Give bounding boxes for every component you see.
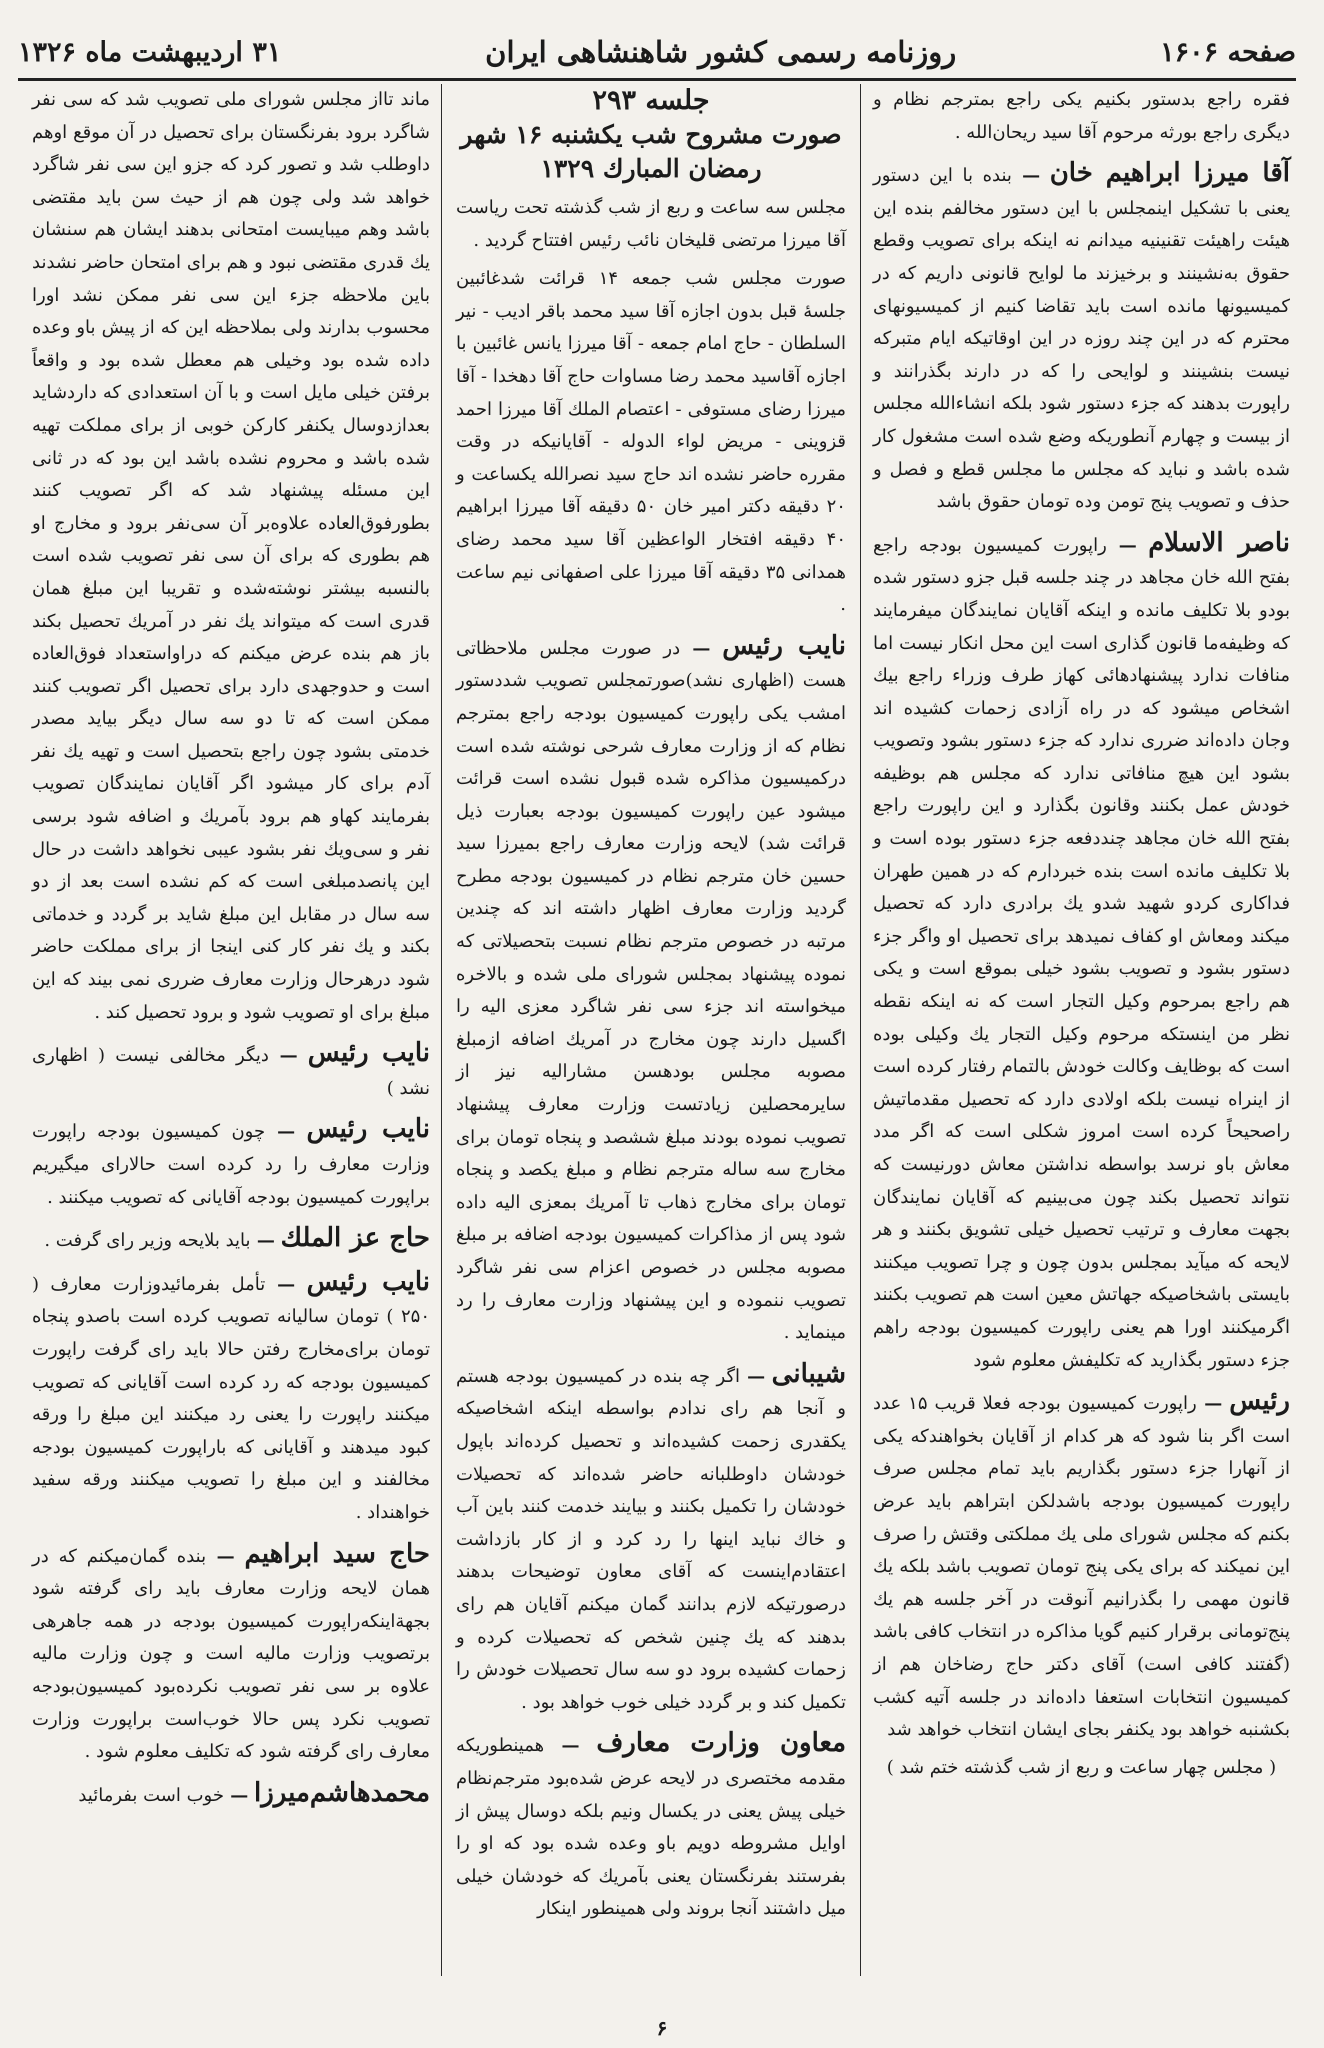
speaker-name: حاج عز الملك (280, 1223, 430, 1254)
dash-separator: — (680, 637, 711, 659)
paragraph-text: بنده‌ گمان‌میکنم که در همان لایحه وزارت معارف باید رای گرفته شود بجهة‌اینکه‌راپورت کمیسیون بودجه در همه جاهرهی برتصویب وزارت مالیه است و چون وزارت مالیه علاوه بر سی نفر تصویب نکرده‌بود کمیسیون‌بودجه تصویب نکرد پس حالا خوب‌است براپورت وزارت معارف رای گرفته شود که تکلیف معلوم شود . (32, 1545, 430, 1763)
dash-separator: — (544, 1735, 580, 1757)
paragraph-text: ( مجلس چهار ساعت و ربع از شب گذشته ختم شد ) (886, 1756, 1277, 1778)
dash-separator: — (223, 1784, 249, 1806)
text-block (456, 628, 846, 1350)
text-block (873, 84, 1290, 149)
paragraph-text: راپورت کمیسیون بودجه راجع بفتح الله خان مجاهد در چند جلسه قبل جزو دستور شده بودو بلا تکلیف مانده و اینکه آقایان نمایندگان میفرمایند که وظیفه‌ما قانون گذاری است این محل انکار نیست اما منافات ندارد پیشنهادهائی کهاز طرف وزراء راجع بیك اشخاص میشود که در راه آزادی زحمات کشیده اند وجان داده‌اند ضرری ندارد که جزء دستور بشود وتصویب بشود این هیچ منافاتی ندارد که مجلس هم بوظیفه خودش عمل بکنند وقانون بگذارد و این راپورت راجع بفتح الله خان مجاهد چنددفعه جزء دستور بوده است و بلا تکلیف مانده است بنده خبردارم که در همین طهران فداکاری کردو شهید شدو یك برادری دارد که تحصیل میکند ومعاش او کفاف نمیدهد برای تحصیل او واگر جزء دستور بشود و تصویب بشود خیلی بموقع است و یکی هم راجع بمرحوم وکیل التجار است که نه اینکه نقطه نظر من اینستکه مرحوم وکیل التجار یك وکیلی بوده است که بوظایف وکالت خودش بالتمام رفتار کرده است از اینراه نیست بلکه اولادی دارد که تحصیل مقدماتیش راصحیحاً کرده است امروز شکلی است که اگر مدد معاش باو نرسد بواسطه نداشتن معاش دورنیست که نتواند تحصیل بکند چون می‌بینیم که آقایان نمایندگان بجهت معارف و ترتیب تحصیل خیلی تشویق بکنند و هر لایحه که میآید بمجلس بدون چون و چرا تصویب میکنند بایستی باشخاصیکه جهاتش معین است هم تصویب بکنند اگرمیکنند اورا هم یعنی راپورت کمیسیون بودجه راهم جزء دستور بگذارید که تکلیفش معلوم شود (873, 534, 1290, 1371)
speaker-name: معاون وزارت معارف (596, 1728, 846, 1759)
dash-separator: — (1196, 1393, 1223, 1415)
paragraph-text: چون کمیسیون بودجه راپورت وزارت معارف را رد کرده است حالارای میگیریم براپورت کمیسیون بودجه آقایانی که تصویب میکنند . (32, 1121, 430, 1208)
dash-separator: — (1106, 534, 1137, 556)
speaker-name: محمدهاشم‌میرزا (253, 1777, 430, 1808)
paragraph-text: خوب است بفرمائید (78, 1784, 224, 1806)
gazette-title: روزنامه رسمی کشور شاهنشاهی ایران (485, 35, 957, 69)
paragraph-text: مجلس سه ساعت و ربع از شب گذشته تحت ریاست آقا میرزا مرتضی قلیخان نائب رئیس افتتاح گردید . (456, 197, 846, 251)
speaker-name: نایب رئیس (722, 630, 846, 661)
page-header (18, 26, 1296, 78)
column-right (869, 84, 1296, 2018)
column-center (450, 84, 852, 2018)
column-divider (860, 84, 861, 1976)
text-block (32, 1775, 430, 1813)
dash-separator: — (268, 1045, 298, 1067)
dash-separator: — (265, 1273, 296, 1295)
paragraph-text: صورت مجلس شب جمعه ۱۴ قرائت شدغائبین جلسهٔ قبل بدون اجازه آقا سید محمد باقر ادیب - نیر السلطان - حاج امام جمعه - آقا میرزا یانس غائبین با اجازه آقاسید محمد رضا مساوات حاج آقا دهخدا - آقا میرزا رضای مستوفی - اعتصام الملك آقا میرزا احمد قزوینی - مریض لواء الدوله - آقایانیکه در وقت مقرره حاضر نشده اند حاج سید نصرالله یکساعت و ۲۰ دقیقه دکتر امیر خان ۵۰ دقیقه آقا میرزا ابراهیم ۴۰ دقیقه افتخار الواعظین آقا سید محمد رضای همدانی ۳۵ دقیقه آقا میرزا علی اصفهانی نیم ساعت . (456, 268, 846, 616)
dash-separator: — (206, 1545, 235, 1567)
dash-separator: — (250, 1230, 275, 1252)
speaker-name: نایب رئیس (306, 1114, 430, 1145)
column-divider (441, 84, 442, 1976)
session-number: جلسه ۲۹۳ (592, 85, 710, 116)
text-block (456, 1725, 846, 1926)
dash-separator: — (1011, 165, 1041, 187)
paragraph-text: اگر چه بنده در کمیسیون بودجه هستم و آنجا هم رای ندادم بواسطه اینکه اشخاصیکه یکقدری زحمت کشیده‌اند و تحصیل کرده‌اند باپول خودشان داوطلبانه حاضر شده‌اند که تحصیلات خودشان را تکمیل بکنند و بیایند خدمت کنند باین آب و خاك نباید اینها را رد کرد و از کار بازداشت اعتقادم‌اینست که آقای معاون توضیحات بدهند درصورتیکه لازم بدانند گمان میکنم آقایان هم رای بدهند که یك چنین شخص که تحصیلات کرده و زحمات کشیده برود دو سه سال تحصیلات خودش را تکمیل کند و بر گردد خیلی خوب خواهد بود . (456, 1365, 846, 1713)
paragraph-text: باید بلایحه وزیر رای گرفت . (44, 1230, 251, 1252)
paragraph-text: فقره راجع‌ بدستور بکنیم یکی راجع بمترجم نظام و دیگری راجع بورثه مرحوم آقا سید ریحان‌الله . (873, 89, 1290, 143)
text-block (456, 263, 846, 622)
text-block (873, 1383, 1290, 1747)
paragraph-text: تأمل بفرمائیدوزارت معارف ( ۲۵۰ ) تومان سالیانه تصویب کرده است باصدو پنجاه تومان برای‌مخارج رفتن حالا باید رای گرفت راپورت کمیسیون بودجه که رد کرده است آقایانی که تصویب میکنند راپورت را یعنی رد میکنند این مبلغ را ورقه کبود میدهند و آقایانی که باراپورت کمیسیون بودجه مخالفند و این مبلغ را تصویب میکنند ورقه سفید خواهنداد . (32, 1273, 430, 1523)
paragraph-text: همینطوریکه مقدمه مختصری در لایحه عرض شده‌بود مترجم‌نظام خیلی پیش یعنی در یکسال ونیم بلکه دوسال پیش از اوایل مشروطه دویم باو وعده شده بود که او را بفرستند بفرنگستان یعنی بآمریك که خودشان خیلی میل داشتند آنجا بروند ولی همینطور اینکار (456, 1735, 846, 1920)
dash-separator: — (740, 1365, 766, 1387)
speaker-name: حاج سید ابراهیم (244, 1538, 430, 1569)
paragraph-text: ماند تااز مجلس شورای ملی تصویب شد که سی نفر شاگرد برود بفرنگستان برای تحصیل در آن موقع اوهم داوطلب شد و تصور کرد که جزو این سی نفر شاگرد خواهد شد ولی چون هم از حیث سن باید مقتضی باشد وهم میبایست امتحانی بدهند ایشان هم سنشان یك قدری مقتضی نبود و هم برای امتحان حاضر نشدند باین ملاحظه جزء این سی نفر ممکن نشد اورا محسوب بدارند ولی بملاحظه این که از پیش باو وعده داده شده بود وخیلی هم معطل شده بود و واقعاً برفتن خیلی مایل است و با آن استعدادی که داردشاید بعدازدوسال یکنفر کارکن خوبی از برای مملکت تهیه شده باشد و محروم نشده باشد این بود که در ثانی این مسئله پیشنهاد شد که اگر تصویب کنند بطورفوق‌العاده علاوه‌بر آن سی‌نفر برود و مخارج او هم بطوری که برای آن سی نفر تصویب شده است بالنسبه بیشتر نوشته‌شده و تقریبا این مبلغ همان قدری است که میتواند یك نفر در آمریك تحصیل بکند باز هم بنده عرض میکنم که دراواستعداد فوق‌العاده است و حدوجهدی دارد برای تحصیل اگر تصویب کنند ممکن است که تا دو سه سال دیگر بیاید مصدر خدمتی بشود چون راجع بتحصیل است و تهیه یك نفر آدم برای کار میشود اگر آقایان نمایندگان تصویب بفرمایند کهاو هم برود بآمریك و اضافه شود برسی نفر و سی‌ویك نفر بشود عیبی نخواهد داشت در حال این پانصدمبلغی است که کم نشده است بعد از دو سه سال در مقابل این مبلغ شاید بر گردد و خدماتی بکند و یك نفر کار کنی اینجا از برای مملکت حاضر شود درهرحال وزارت معارف ضرری نمی بیند که این مبلغ برای او تصویب شود و برود تحصیل کند . (32, 89, 430, 1023)
text-block (32, 1035, 430, 1105)
text-block (32, 1264, 430, 1530)
speaker-name: ناصر الاسلام (1148, 527, 1290, 558)
text-block (873, 155, 1290, 519)
speaker-name: رئیس (1229, 1386, 1290, 1417)
text-block (32, 1220, 430, 1258)
closing-note (873, 1753, 1290, 1783)
dash-separator: — (265, 1121, 296, 1143)
column-left (26, 84, 434, 2018)
session-heading: صورت مشروح شب یکشنبه ۱۶ شهر رمضان المبارك ۱۳۲۹ (460, 120, 842, 183)
paragraph-text: راپورت کمیسیون بودجه فعلا قریب ۱۵ عدد است اگر بنا شود که هر کدام از آقایان بخواهندکه یکی از آنهارا جزء دستور بگذاریم باید تمام مجلس صرف راپورت کمیسیون بودجه باشدلکن ابتراهم باید عرض بکنم که مجلس شورای ملی یك مملکتی وقتش را صرف این نمیکند که برای یکی پنج تومان تصویب باشد بلکه یك قانون مهمی را بگذرانیم آنوقت در آخر جلسه هم یك پنج‌تومانی برقرار کنیم گویا مذاکره در انتخاب کافی باشد (گفتند کافی است) آقای دکتر حاج رضاخان هم از کمیسیون انتخابات استعفا داده‌اند در جلسه آتیه کشب بکشنبه خواهد بود یکنفر بجای ایشان انتخاب خواهد شد (873, 1393, 1290, 1741)
paragraph-text: دیگر مخالفی نیست ( اظهاری نشد ) (32, 1045, 430, 1099)
text-block (873, 525, 1290, 1377)
text-block (32, 1111, 430, 1214)
text-block (32, 84, 430, 1029)
paragraph-text: بنده با این دستور یعنی با تشکیل اینمجلس با این دستور مخالفم بنده این هیئت راهیئت تقنینیه میدانم نه اینکه برای تصویب وقطع حقوق به‌نشینند و برخیزند ما لوایح قانونی داریم که در کمیسیونها مانده است باید تقاضا کنیم از کمیسیونهای محترم که در این چند روزه در این اوقاتیکه ایام متبرکه نیست بنشینند و لوایحی را که در دارند بگذرانند و راپورت بدهند که جزء دستور شود بلکه انشاءالله مجلس از بیست و چهارم آنطوریکه وضع شده است مشغول کار شده باشد و نباید که مجلس ما مجلس قطع و فصل و حذف و تصویب پنج تومن وده تومان حقوق باشد (873, 165, 1290, 513)
header-rule (18, 78, 1296, 81)
page-number: ۶ (656, 2016, 668, 2040)
paragraph-text: در صورت مجلس ملاحظاتی هست (اظهاری نشد)صورتمجلس تصویب شددستور امشب یکی راپورت کمیسیون بودجه راجع بمترجم نظام که از وزارت معارف شرحی نوشته شده است درکمیسیون مذاکره شده قبول نشده است قرائت میشود عین راپورت کمیسیون بودجه بعبارت ذیل قرائت شد) لایحه وزارت معارف راجع بمیرزا سید حسین خان مترجم نظام در کمیسیون بودجه مطرح گردید وزارت معارف اظهار داشته‌ اند که چندین مرتبه در خصوص مترجم نظام نسبت بتحصیلاتی که نموده پیشنهاد بمجلس شورای ملی شده و بالاخره میخواسته اند جزء سی نفر شاگرد معزی الیه را اگسیل دارند چون مخارج در آمریك اضافه ازمبلغ مصوبه مجلس بودهسن مشارالیه نیز از سایرمحصلین زیادتست وزارت معارف پیشنهاد تصویب نموده بودند مبلغ ششصد و پنجاه تومان برای مخارج سه ساله مترجم نظام و مبلغ یکصد و پنجاه تومان برای مخارج ذهاب تا آمریك بمعزی الیه داده شود پس از مذاکرات کمیسیون بودجه اضافه بر مبلغ مصوبه مجلس در خصوص اعزام سی نفر شاگرد تصویب ننموده و این پیشنهاد وزارت معارف را رد مینماید . (456, 637, 846, 1344)
text-block (32, 1536, 430, 1769)
text-block (456, 1356, 846, 1720)
page-label: صفحه ۱۶۰۶ (1160, 36, 1296, 68)
session-title (456, 84, 846, 186)
speaker-name: آقا میرزا ابراهیم خان (1049, 158, 1290, 189)
speaker-name: شیبانی (771, 1358, 846, 1389)
speaker-name: نایب رئیس (306, 1266, 430, 1297)
text-block (456, 192, 846, 257)
issue-date: ۳۱ اردیبهشت ماه ۱۳۲۶ (18, 36, 282, 68)
speaker-name: نایب رئیس (307, 1038, 430, 1069)
